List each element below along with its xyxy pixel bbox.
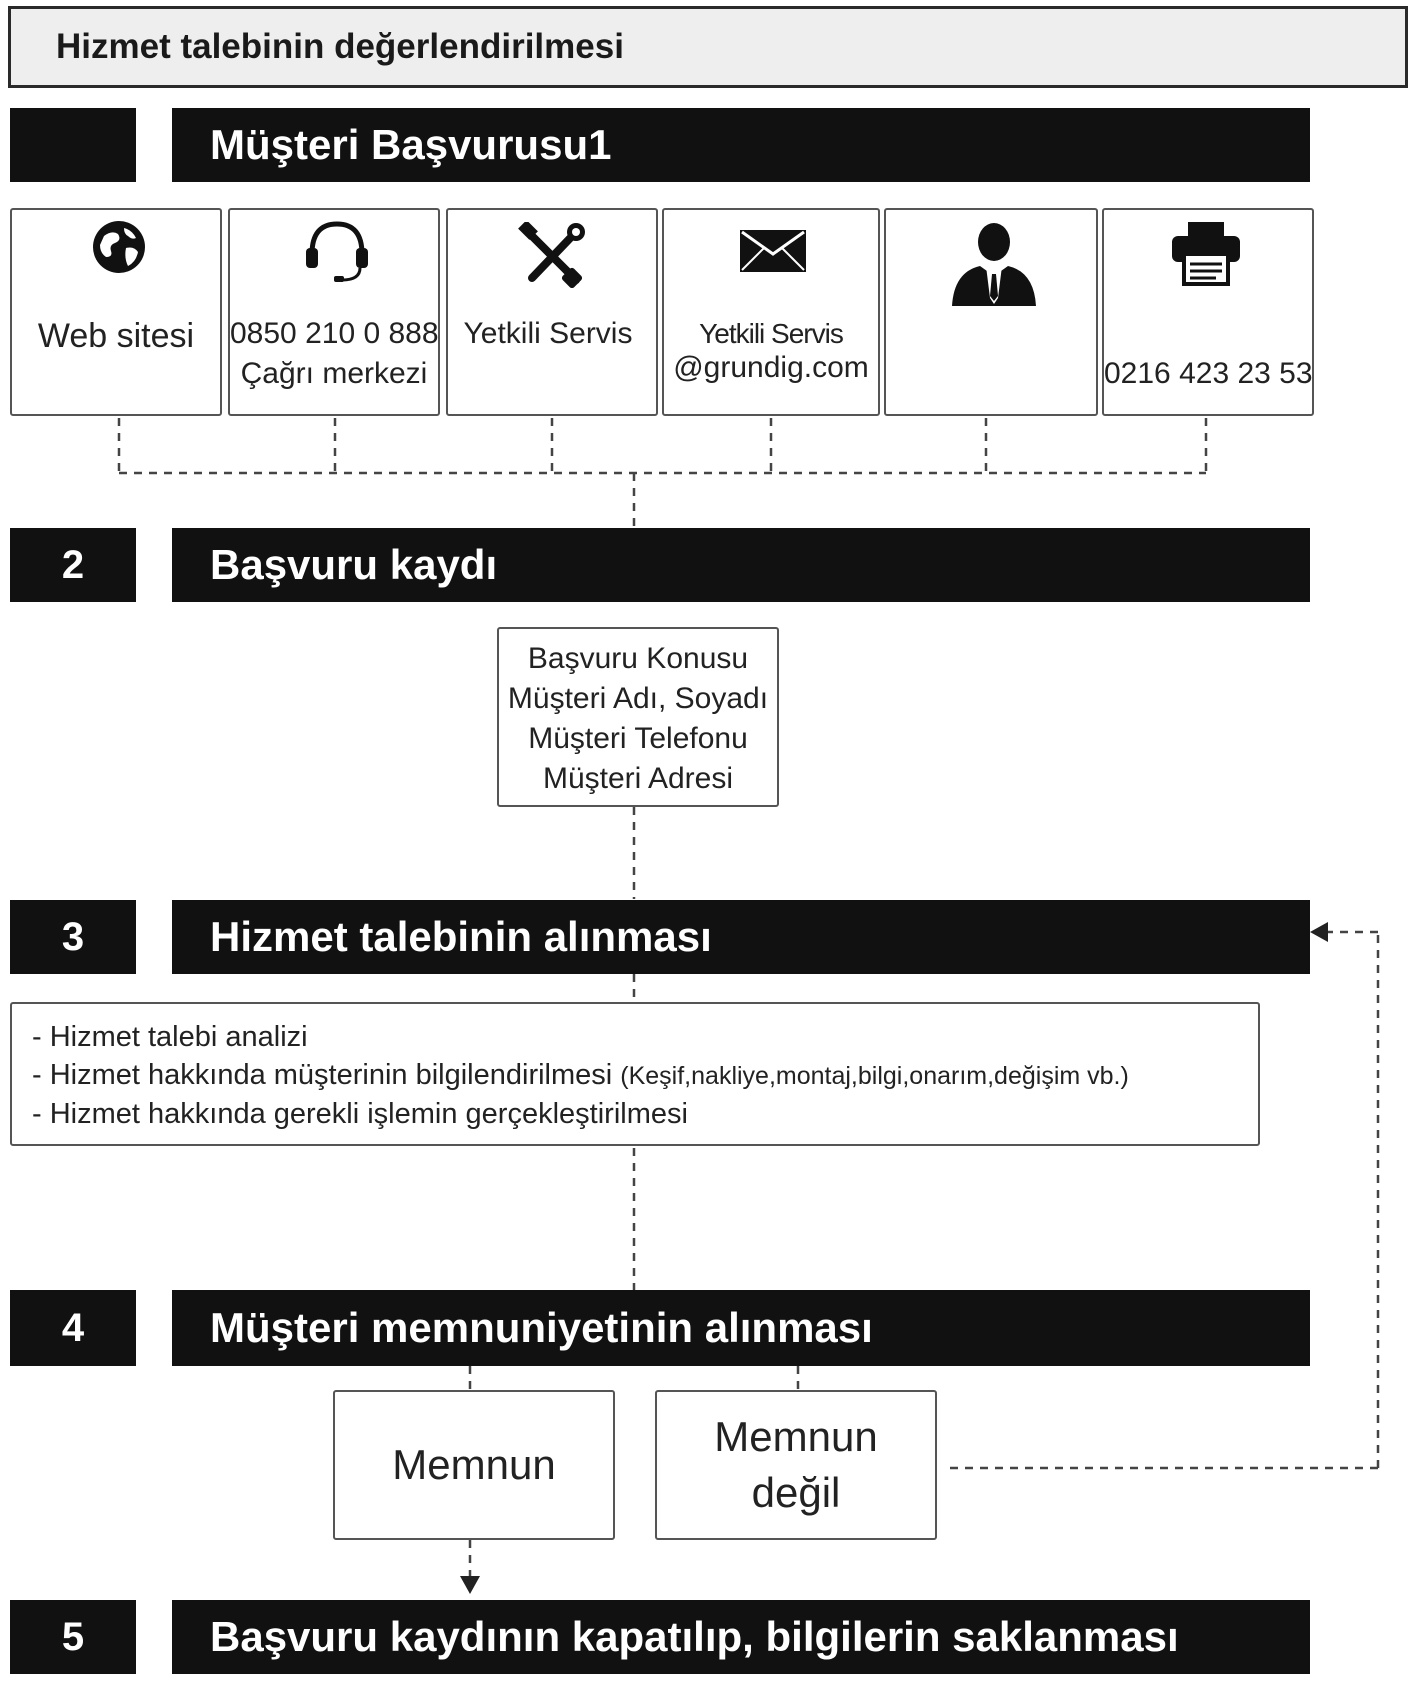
satisfied-label: Memnun xyxy=(392,1441,556,1488)
record-field: Müşteri Telefonu xyxy=(528,722,748,755)
satisfied-box xyxy=(333,1390,615,1540)
step-bar-1: Müşteri Başvurusu1 xyxy=(172,108,1310,182)
channel-call-number: 0850 210 0 888 xyxy=(230,317,439,350)
diagram-title: Hizmet talebinin değerlendirilmesi xyxy=(56,27,624,66)
step-number-3: 3 xyxy=(10,900,136,974)
person-icon xyxy=(948,222,1040,306)
step-number-5: 5 xyxy=(10,1600,136,1674)
fax-icon xyxy=(1170,220,1242,286)
service-item: - Hizmet talebi analizi xyxy=(32,1021,308,1053)
channel-email-address: @grundig.com xyxy=(673,351,869,384)
not-satisfied-box xyxy=(655,1390,937,1540)
step-bar-5: Başvuru kaydının kapatılıp, bilgilerin saklanması xyxy=(172,1600,1310,1674)
record-fields-box xyxy=(497,627,779,807)
channel-email-label: Yetkili Servis xyxy=(699,318,843,349)
arrow-loop-to-step3 xyxy=(1310,922,1328,942)
not-satisfied-label-1: Memnun xyxy=(714,1413,878,1460)
channel-email xyxy=(662,208,880,416)
arrow-to-step5 xyxy=(460,1576,480,1594)
record-field: Başvuru Konusu xyxy=(527,642,749,675)
globe-icon xyxy=(90,218,148,276)
channel-call-center xyxy=(228,208,440,416)
step-bar-2: Başvuru kaydı xyxy=(172,528,1310,602)
tools-icon xyxy=(518,222,588,288)
channel-web xyxy=(10,208,222,416)
channel-call-label: Çağrı merkezi xyxy=(240,357,428,390)
channel-in-person xyxy=(884,208,1098,416)
channel-service-label: Yetkili Servis xyxy=(463,317,633,350)
step-number-2: 2 xyxy=(10,528,136,602)
record-field: Müşteri Adı, Soyadı xyxy=(507,682,769,715)
step-bar-4: Müşteri memnuniyetinin alınması xyxy=(172,1290,1310,1366)
service-item: - Hizmet hakkında gerekli işlemin gerçekleştirilmesi xyxy=(32,1098,688,1130)
step-number-4: 4 xyxy=(10,1290,136,1366)
channel-fax-number: 0216 423 23 53 xyxy=(1104,357,1313,390)
headset-icon xyxy=(302,218,372,284)
service-item-note: (Keşif,nakliye,montaj,bilgi,onarım,değişim vb.) xyxy=(620,1062,1129,1090)
step-number-1 xyxy=(10,108,136,182)
service-item: - Hizmet hakkında müşterinin bilgilendirilmesi (Keşif,nakliye,montaj,bilgi,onarım,değişim vb.) xyxy=(32,1059,1129,1091)
envelope-icon xyxy=(738,228,808,274)
record-field: Müşteri Adresi xyxy=(542,762,734,795)
not-satisfied-label-2: değil xyxy=(751,1469,841,1516)
channel-fax xyxy=(1102,208,1314,416)
channel-authorized-service xyxy=(446,208,658,416)
service-items-box xyxy=(10,1002,1260,1146)
channel-web-label: Web sitesi xyxy=(37,317,195,355)
step-bar-3: Hizmet talebinin alınması xyxy=(172,900,1310,974)
